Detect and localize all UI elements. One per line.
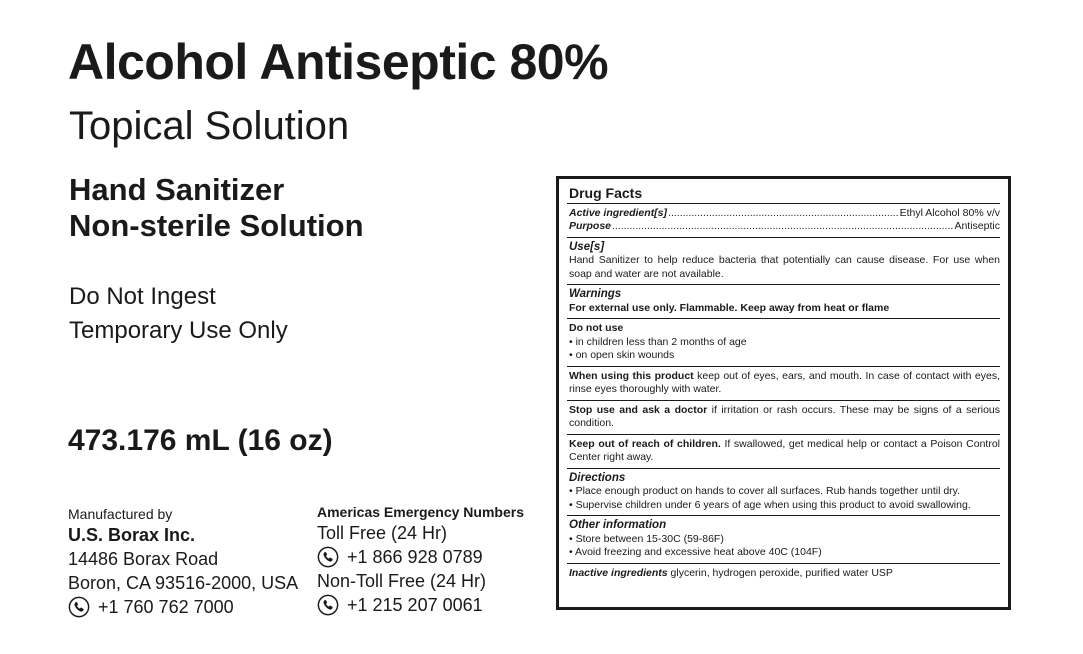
product-title: Alcohol Antiseptic 80% bbox=[68, 34, 609, 90]
keep-out-section bbox=[567, 435, 1000, 469]
toll-free-label: Toll Free (24 Hr) bbox=[317, 523, 448, 543]
drug-facts-heading: Drug Facts bbox=[567, 179, 1000, 204]
manufacturer-address-2: Boron, CA 93516-2000, USA bbox=[68, 573, 299, 593]
phone-icon bbox=[68, 596, 90, 618]
warnings-section bbox=[567, 285, 1000, 319]
active-ingredients-section bbox=[567, 204, 1000, 238]
manufacturer-phone bbox=[68, 595, 298, 619]
inactive-ingredients-section bbox=[567, 564, 1000, 584]
product-type bbox=[69, 172, 364, 244]
non-toll-phone bbox=[317, 593, 524, 617]
manufacturer-phone-number: +1 760 762 7000 bbox=[98, 597, 234, 617]
product-line: Hand Sanitizer bbox=[69, 172, 285, 207]
manufacturer-block bbox=[68, 505, 298, 619]
other-information-item: • Store between 15-30C (59-86F) bbox=[569, 533, 1000, 547]
do-not-use-section bbox=[567, 319, 1000, 367]
directions-item: • Place enough product on hands to cover all surfaces. Rub hands together until dry. bbox=[569, 485, 1000, 499]
phone-icon bbox=[317, 546, 339, 568]
stop-use-label: Stop use and ask a doctor bbox=[569, 403, 708, 416]
warnings-title: Warnings bbox=[569, 288, 622, 300]
active-ingredient-label: Active ingredient[s] bbox=[569, 206, 668, 219]
emergency-title: Americas Emergency Numbers bbox=[317, 504, 524, 520]
when-using-label: When using this product bbox=[569, 369, 694, 382]
purpose-row bbox=[569, 220, 1000, 234]
other-information-section bbox=[567, 516, 1000, 564]
uses-section bbox=[567, 238, 1000, 286]
do-not-use-item: • on open skin wounds bbox=[569, 349, 1000, 363]
other-information-item: • Avoid freezing and excessive heat above 40C (104F) bbox=[569, 546, 1000, 560]
keep-out-label: Keep out of reach of children. bbox=[569, 437, 721, 450]
product-subtitle: Topical Solution bbox=[69, 104, 350, 148]
phone-icon bbox=[317, 594, 339, 616]
toll-free-phone bbox=[317, 545, 524, 569]
keep-out-text: If swallowed, get medical help or contact a Poison Control Center right away. bbox=[569, 437, 1000, 463]
manufacturer-name: U.S. Borax Inc. bbox=[68, 525, 196, 545]
drug-facts-panel bbox=[556, 176, 1011, 610]
directions-title: Directions bbox=[569, 471, 626, 484]
directions-item: • Supervise children under 6 years of age when using this product to avoid swallowing. bbox=[569, 499, 1000, 513]
purpose-label: Purpose bbox=[569, 220, 612, 232]
directions-section bbox=[567, 469, 1000, 517]
non-toll-number: +1 215 207 0061 bbox=[347, 595, 483, 615]
other-information-title: Other information bbox=[569, 519, 667, 531]
when-using-text: keep out of eyes, ears, and mouth. In case of contact with eyes, rinse eyes thoroughly with water. bbox=[569, 369, 1000, 395]
inactive-ingredients-label: Inactive ingredients bbox=[569, 566, 668, 579]
manufacturer-label: Manufactured by bbox=[68, 506, 173, 522]
when-using-section bbox=[567, 367, 1000, 401]
toll-free-number: +1 866 928 0789 bbox=[347, 547, 483, 567]
warning-line: Do Not Ingest bbox=[69, 283, 216, 310]
purpose-value: Antiseptic bbox=[954, 220, 1000, 232]
inactive-ingredients-text: glycerin, hydrogen peroxide, purified water USP bbox=[670, 566, 893, 579]
manufacturer-address-1: 14486 Borax Road bbox=[68, 549, 219, 569]
warning-line: Temporary Use Only bbox=[69, 317, 288, 344]
stop-use-section bbox=[567, 401, 1000, 435]
uses-title: Use[s] bbox=[569, 240, 605, 253]
dot-leader bbox=[668, 207, 899, 221]
usage-warnings bbox=[69, 280, 288, 348]
dot-leader bbox=[612, 220, 953, 234]
emergency-block bbox=[317, 503, 524, 617]
active-ingredient-row bbox=[569, 207, 1000, 221]
warnings-text: For external use only. Flammable. Keep away from heat or flame bbox=[569, 301, 890, 314]
product-line: Non-sterile Solution bbox=[69, 208, 364, 243]
uses-text: Hand Sanitizer to help reduce bacteria that potentially can cause disease. For use when soap and water are not available. bbox=[569, 254, 1000, 280]
do-not-use-item: • in children less than 2 months of age bbox=[569, 336, 1000, 350]
stop-use-text: if irritation or rash occurs. These may be signs of a serious condition. bbox=[569, 403, 1000, 429]
net-volume: 473.176 mL (16 oz) bbox=[68, 424, 333, 457]
active-ingredient-value: Ethyl Alcohol 80% v/v bbox=[899, 206, 1000, 219]
non-toll-label: Non-Toll Free (24 Hr) bbox=[317, 571, 487, 591]
do-not-use-title: Do not use bbox=[569, 322, 624, 334]
